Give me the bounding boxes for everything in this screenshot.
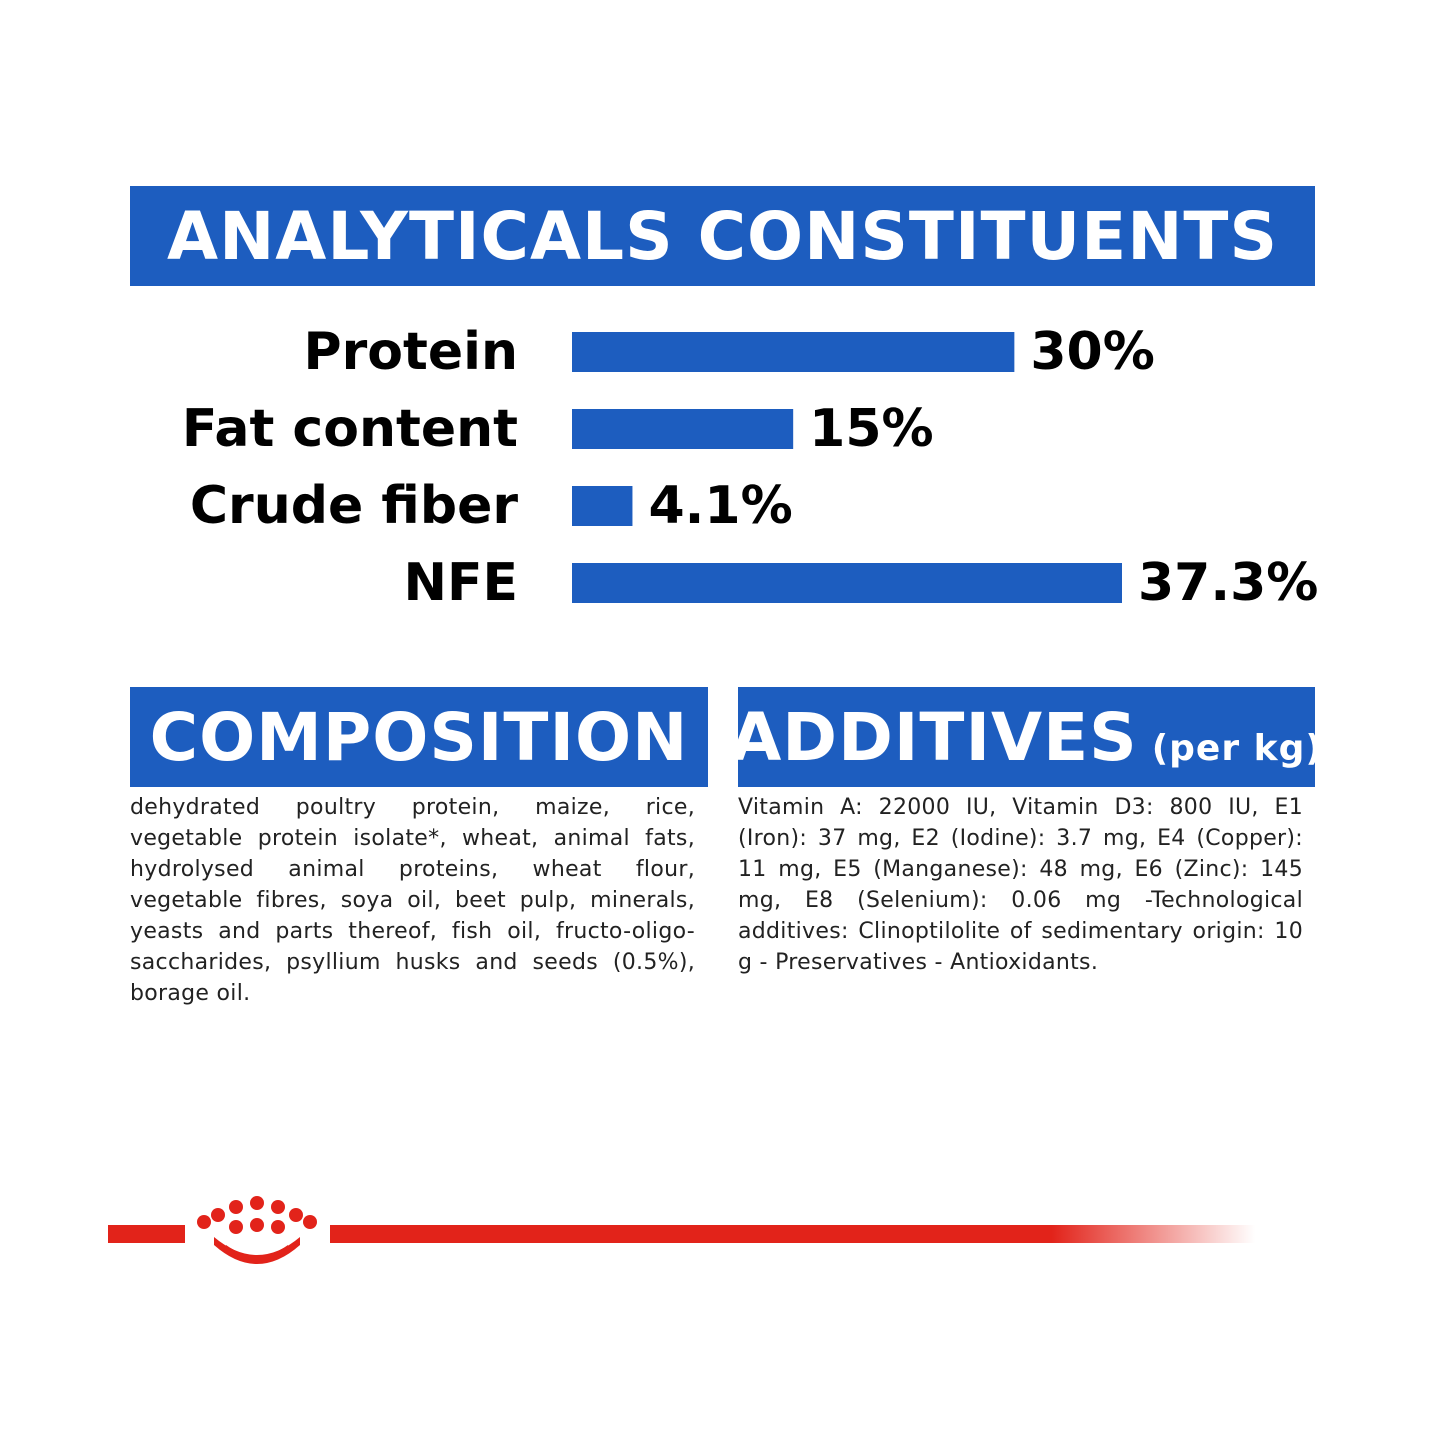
additives-banner [730,687,1323,787]
category-label: Crude fiber [189,476,518,536]
value-label: 4.1% [648,476,793,536]
value-label: 30% [1030,322,1155,382]
chart-title: ANALYTICALS CONSTITUENTS [166,197,1278,275]
brand-logo-band [0,1185,1445,1285]
composition-banner [130,687,708,787]
bar-chart [0,310,1445,630]
category-label: NFE [403,553,518,613]
bar [572,563,1122,603]
bar [572,486,632,526]
category-label: Protein [303,322,518,382]
value-label: 15% [809,399,934,459]
additives-text: Vitamin A: 22000 IU, Vitamin D3: 800 IU, E1 (Iron): 37 mg, E2 (Iodine): 3.7 mg, E4 (Copper): 11 mg, E5 (Manganese): 48 mg, E6 (Zinc): 145 mg, E8 (Selenium): 0.06 mg -Technological additives: Clinoptilolite of sedimentary origin: 10 g - Preservatives - Antioxidants. [738,795,1303,975]
bar [572,332,1014,372]
composition-title: COMPOSITION [149,698,689,776]
brand-line-right [330,1225,1255,1243]
bar [572,409,793,449]
brand-line-left [108,1225,185,1243]
value-label: 37.3% [1138,553,1319,613]
category-label: Fat content [181,399,518,459]
additives-unit: (per kg) [1151,728,1323,769]
chart-title-banner [130,186,1315,286]
composition-text: dehydrated poultry protein, maize, rice, vegetable protein isolate*, wheat, animal fats, hydrolysed animal proteins, wheat flour, vegetable fibres, soya oil, beet pulp, minerals, yeasts and parts thereof, fish oil, fructo-oligo-saccharides, psyllium husks and seeds (0.5%), borage oil. [130,795,695,1006]
additives-title: ADDITIVES [730,698,1138,776]
royal-canin-crown-icon [197,1196,317,1264]
